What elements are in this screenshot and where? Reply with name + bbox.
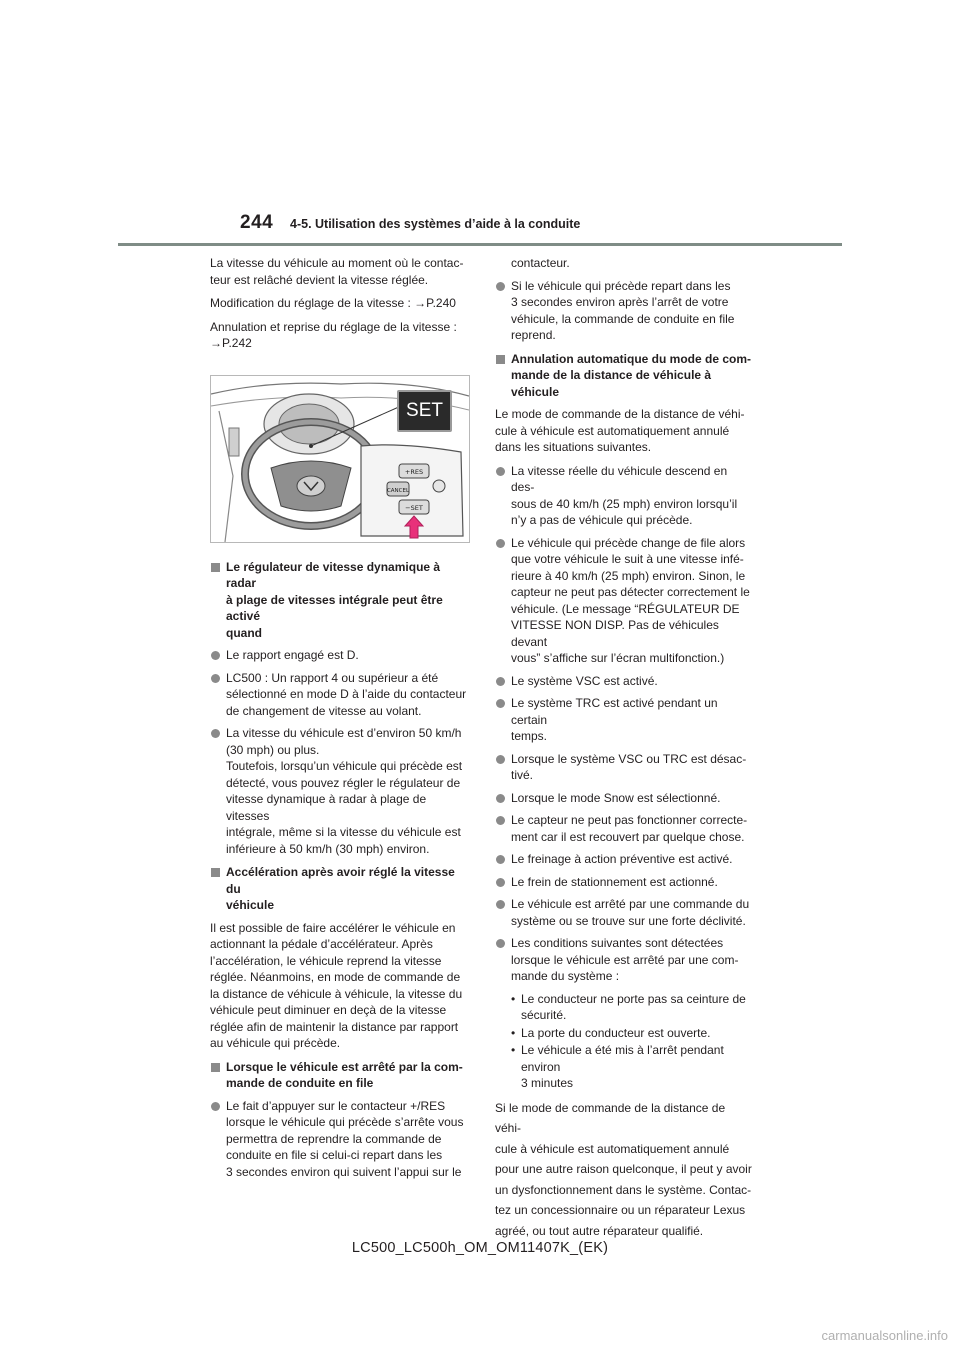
text-line: Le système TRC est activé pendant un certain — [511, 696, 718, 727]
text-line: Si le véhicule qui précède repart dans les — [511, 278, 731, 293]
bullet-dot-icon — [496, 900, 505, 909]
text-line: VITESSE NON DISP. Pas de véhicules devant — [511, 618, 719, 649]
paragraph — [210, 295, 468, 312]
sub-bullet-icon: • — [511, 1025, 516, 1040]
text-line: à plage de vitesses intégrale peut être activé — [226, 592, 443, 623]
bullet-dot-icon — [496, 878, 505, 887]
bullet-item — [495, 751, 753, 784]
text-line: réglée. Néanmoins, en mode de commande de — [210, 970, 461, 984]
text-line: lorsque le véhicule est arrêté par une com- — [511, 952, 739, 967]
text-line: Le système VSC est activé. — [511, 673, 658, 688]
text-line: Le véhicule est arrêté par une commande du — [511, 897, 750, 911]
text-line: lorsque le véhicule qui précède s’arrête vous — [226, 1115, 464, 1129]
bullet-dot-icon — [211, 651, 220, 660]
bullet-dot-icon — [496, 816, 505, 825]
bullet-dot-icon — [496, 539, 505, 548]
text-line: détecté, vous pouvez régler le régulateur de — [226, 775, 461, 790]
sub-item — [511, 1042, 753, 1092]
text-line: Modification du réglage de la vitesse : →P.240 — [210, 296, 456, 310]
text-line: Le véhicule qui précède change de file alors — [511, 535, 746, 550]
text-line: un dysfonctionnement dans le système. Contac- — [495, 1182, 752, 1197]
text-line: mande du système : — [511, 969, 620, 983]
text-line: quand — [226, 625, 262, 640]
text-line: actionnant la pédale d’accélérateur. Après — [210, 937, 433, 951]
text-line: cule à véhicule est automatiquement annulé — [495, 1141, 730, 1156]
bullet-item — [495, 935, 753, 985]
bullet-dot-icon — [211, 674, 220, 683]
text-line: capteur ne peut pas détecter correctement le — [511, 585, 750, 599]
bullet-list-stop — [210, 1098, 468, 1181]
text-line: vitesse dynamique à radar à plage de vitesses — [226, 792, 427, 823]
steering-wheel-illustration — [210, 375, 470, 543]
bullet-dot-icon — [496, 282, 505, 291]
bullet-dot-icon — [496, 939, 505, 948]
bullet-item — [495, 463, 753, 529]
text-line: Le mode de commande de la distance de véhi- — [495, 407, 745, 421]
text-line: inférieure à 50 km/h (30 mph) environ. — [226, 841, 430, 856]
bullet-dot-icon — [496, 794, 505, 803]
sub-list-conditions — [495, 991, 753, 1092]
text-line: de changement de vitesse au volant. — [226, 703, 422, 718]
text-line: reprend. — [511, 328, 556, 342]
auto-cancel-paragraph — [495, 406, 753, 456]
text-line: véhicule peut diminuer en deçà de la vitesse — [210, 1003, 447, 1017]
text-line: cule à véhicule est automatiquement annulé — [495, 423, 730, 438]
text-line: au véhicule qui précède. — [210, 1036, 341, 1050]
right-column — [495, 255, 753, 1248]
text-line: vous” s’affiche sur l’écran multifonction.) — [511, 651, 725, 665]
text-line: Toutefois, lorsqu’un véhicule qui précède est — [226, 759, 463, 773]
text-line: Lorsque le système VSC ou TRC est désac- — [511, 751, 747, 766]
text-line: ment car il est recouvert par quelque chose. — [511, 829, 745, 844]
text-line: la distance de véhicule à véhicule, la vitesse du — [210, 986, 463, 1001]
text-line: (30 mph) ou plus. — [226, 742, 320, 757]
text-line: LC500 : Un rapport 4 ou supérieur a été — [226, 670, 439, 685]
text-line: Le freinage à action préventive est activé. — [511, 852, 733, 866]
text-line: système ou se trouve sur une forte déclivité. — [511, 913, 746, 928]
text-line: Le régulateur de vitesse dynamique à radar — [226, 559, 441, 590]
text-line: Annulation et reprise du réglage de la vitesse : — [210, 319, 457, 334]
text-line: n’y a pas de véhicule qui précède. — [511, 513, 693, 527]
text-line: véhicule — [226, 898, 275, 912]
text-line: mande de la distance de véhicule à véhicule — [511, 368, 712, 399]
svg-text:CANCEL: CANCEL — [386, 487, 410, 494]
text-line: tivé. — [511, 768, 534, 782]
text-line: rieure à 40 km/h (25 mph) environ. Sinon, le — [511, 568, 746, 583]
page-number: 244 — [240, 212, 274, 233]
text-line: 3 secondes environ qui suivent l’appui sur le — [226, 1164, 462, 1179]
document-code: LC500_LC500h_OM_OM11407K_(EK) — [351, 1240, 609, 1256]
bullet-dot-icon — [496, 467, 505, 476]
bullet-item — [495, 673, 753, 690]
paragraph — [210, 319, 468, 352]
bullet-item — [495, 695, 753, 745]
text-line: véhicule. (Le message “RÉGULATEUR DE — [511, 601, 740, 616]
sub-item — [511, 1025, 753, 1042]
text-line: réglée afin de maintenir la distance par rapport — [210, 1019, 459, 1034]
left-column — [210, 255, 468, 1186]
text-line: La vitesse réelle du véhicule descend en des- — [511, 463, 728, 494]
bullet-dot-icon — [496, 677, 505, 686]
text-line: que votre véhicule le suit à une vitesse infé- — [511, 552, 744, 566]
text-line: sous de 40 km/h (25 mph) environ lorsqu’il — [511, 496, 738, 511]
sub-bullet-icon: • — [511, 991, 516, 1006]
text-line: sécurité. — [521, 1008, 567, 1022]
text-line: pour une autre raison quelconque, il peut y avoir — [495, 1162, 752, 1176]
text-line: Lorsque le véhicule est arrêté par la com- — [226, 1059, 463, 1074]
sub-bullet-icon: • — [511, 1043, 516, 1057]
text-line: permettra de reprendre la commande de — [226, 1131, 442, 1146]
bullet-dot-icon — [211, 729, 220, 738]
text-line: La porte du conducteur est ouverte. — [521, 1025, 711, 1040]
continuation-text: contacteur. — [511, 256, 570, 270]
paragraph — [210, 255, 468, 288]
bullet-dot-icon — [496, 699, 505, 708]
text-line: Le frein de stationnement est actionné. — [511, 874, 718, 889]
bullet-item — [495, 896, 753, 929]
bullet-item — [495, 851, 753, 868]
bullet-item — [495, 790, 753, 807]
svg-text:−SET: −SET — [405, 503, 423, 512]
text-line: Accélération après avoir réglé la vitesse du — [226, 865, 455, 896]
heading-auto-cancel — [495, 351, 753, 401]
acceleration-paragraph — [210, 920, 468, 1052]
text-line: véhicule, la commande de conduite en file — [511, 311, 735, 326]
text-line: La vitesse du véhicule est d’environ 50 km/h — [226, 726, 462, 740]
svg-text:+RES: +RES — [404, 467, 424, 476]
bullet-item — [210, 1098, 468, 1181]
text-line: agréé, ou tout autre réparateur qualifié. — [495, 1223, 704, 1238]
text-line: conduite en file si celui-ci repart dans les — [226, 1148, 443, 1162]
bullet-dot-icon — [496, 755, 505, 764]
text-line: teur est relâché devient la vitesse réglée. — [210, 272, 429, 287]
closing-paragraph — [495, 1098, 753, 1242]
bullet-item — [210, 725, 468, 857]
text-line: →P.242 — [210, 336, 252, 350]
text-line: Lorsque le mode Snow est sélectionné. — [511, 790, 721, 805]
text-line: Le capteur ne peut pas fonctionner correcte- — [511, 813, 748, 827]
bullet-item — [210, 647, 468, 664]
text-line: tez un concessionnaire ou un réparateur Lexus — [495, 1203, 746, 1217]
intro-text — [210, 255, 468, 352]
text-line: La vitesse du véhicule au moment où le contac- — [210, 256, 464, 270]
text-line: sélectionné en mode D à l’aide du contacteur — [226, 687, 467, 701]
text-line: temps. — [511, 729, 548, 743]
watermark: carmanualsonline.info — [821, 1328, 948, 1343]
bullet-list-activation — [210, 647, 468, 857]
heading-activation — [210, 559, 468, 642]
bullet-item — [495, 535, 753, 667]
header-rule — [118, 243, 842, 246]
text-line: intégrale, même si la vitesse du véhicule est — [226, 825, 461, 839]
bullet-item — [495, 874, 753, 891]
text-line: 3 minutes — [521, 1076, 574, 1090]
text-line: Le véhicule a été mis à l’arrêt pendant environ — [521, 1043, 724, 1074]
section-title: 4-5. Utilisation des systèmes d’aide à la conduite — [290, 217, 581, 231]
text-line: 3 secondes environ après l’arrêt de votre — [511, 295, 729, 309]
text-line: Si le mode de commande de la distance de véhi- — [495, 1100, 726, 1135]
text-line: Il est possible de faire accélérer le véhicule en — [210, 920, 456, 935]
sub-item — [511, 991, 753, 1024]
bullet-list-resume — [495, 278, 753, 344]
text-line: dans les situations suivantes. — [495, 440, 652, 454]
bullet-item — [495, 278, 753, 344]
text-line: Les conditions suivantes sont détectées — [511, 936, 724, 950]
bullet-item — [210, 670, 468, 720]
text-line: Le conducteur ne porte pas sa ceinture de — [521, 991, 746, 1006]
bullet-dot-icon — [211, 1102, 220, 1111]
heading-stop — [210, 1059, 468, 1092]
text-line: mande de conduite en file — [226, 1076, 374, 1090]
bullet-item — [495, 812, 753, 845]
text-line: Le fait d’appuyer sur le contacteur +/RES — [226, 1098, 446, 1113]
text-line: l’accélération, le véhicule reprend la vitesse — [210, 953, 442, 968]
bullet-dot-icon — [496, 855, 505, 864]
text-line: Le rapport engagé est D. — [226, 648, 359, 662]
bullet-list-cancel-conditions — [495, 463, 753, 985]
text-line: Annulation automatique du mode de com- — [511, 351, 751, 366]
heading-acceleration — [210, 864, 468, 914]
set-callout-label: SET — [397, 390, 452, 432]
